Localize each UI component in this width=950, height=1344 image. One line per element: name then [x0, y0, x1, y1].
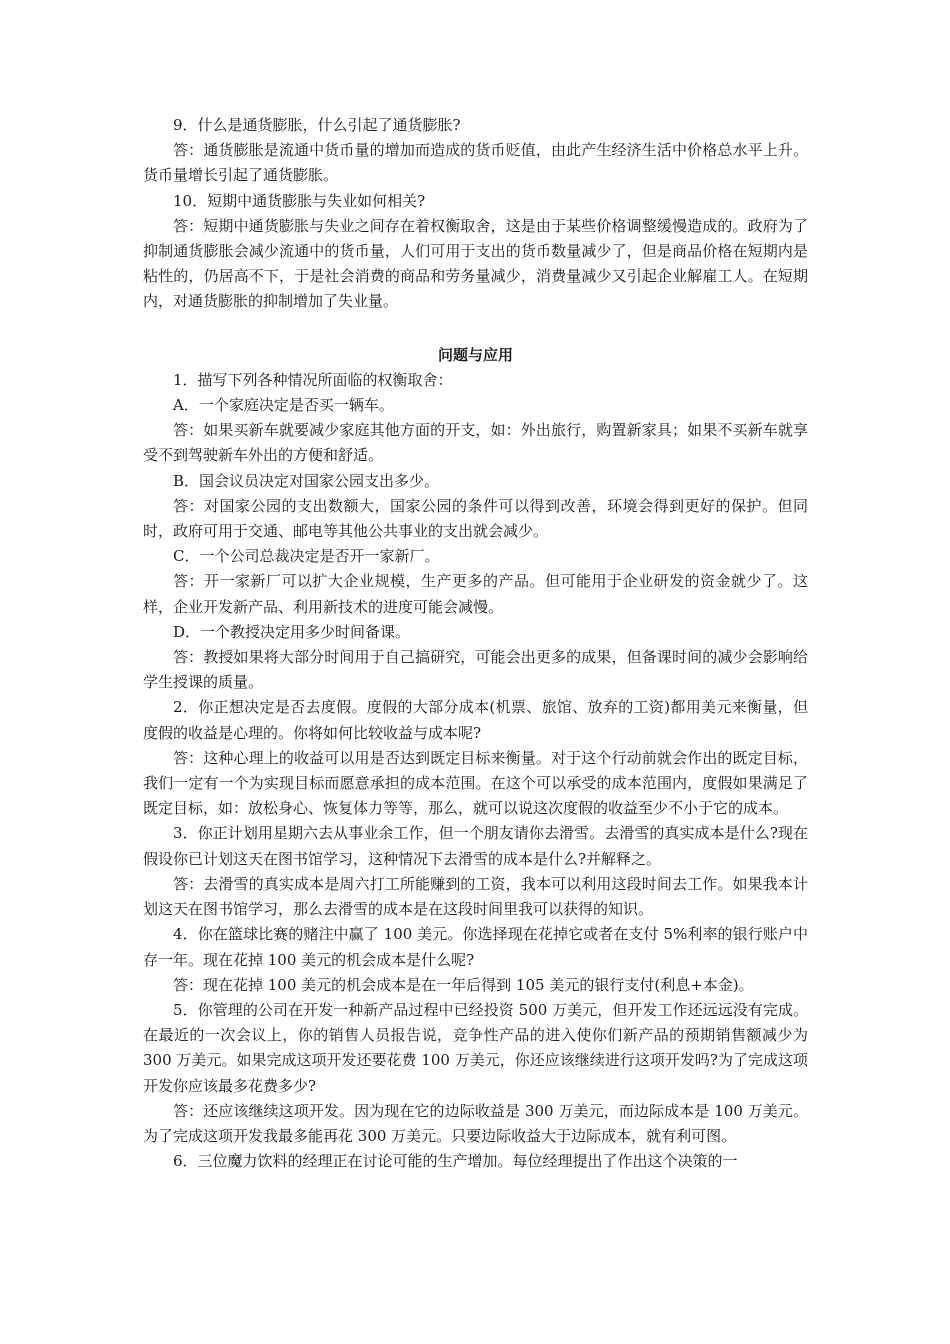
section-spacer [143, 315, 808, 343]
answer-1a: 答：如果买新车就要减少家庭其他方面的开支，如：外出旅行，购置新家具；如果不买新车就享受不到驾驶新车外出的方便和舒适。 [143, 421, 808, 465]
document-page [143, 113, 808, 1174]
problem-1: 1．描写下列各种情况所面临的权衡取舍： [173, 370, 453, 389]
answer-9: 答：通货膨胀是流通中货币量的增加而造成的货币贬值，由此产生经济生活中价格总水平上升。货币量增长引起了通货膨胀。 [143, 141, 808, 185]
problem-6: 6．三位魔力饮料的经理正在讨论可能的生产增加。每位经理提出了作出这个决策的一 [173, 1152, 738, 1171]
problem-1a: A．一个家庭决定是否买一辆车。 [173, 396, 394, 415]
answer-2: 答：这种心理上的收益可以用是否达到既定目标来衡量。对于这个行动前就会作出的既定目标，我们一定有一个为实现目标而愿意承担的成本范围。在这个可以承受的成本范围内，度假如果满足了既定目标，如：放松身心、恢复体力等等，那么，就可以说这次度假的收益至少不小于它的成本。 [143, 748, 808, 818]
answer-5: 答：还应该继续这项开发。因为现在它的边际收益是 300 万美元，而边际成本是 100 万美元。为了完成这项开发我最多能再花 300 万美元。只要边际收益大于边际成本，就有利可图。 [143, 1101, 808, 1145]
answer-10: 答：短期中通货膨胀与失业之间存在着权衡取舍，这是由于某些价格调整缓慢造成的。政府为了抑制通货膨胀会减少流通中的货币量，人们可用于支出的货币数量减少了，但是商品价格在短期内是粘性的，仍居高不下，于是社会消费的商品和劳务量减少，消费量减少又引起企业解雇工人。在短期内，对通货膨胀的抑制增加了失业量。 [143, 216, 808, 311]
section-heading: 问题与应用 [437, 345, 513, 364]
answer-1b: 答：对国家公园的支出数额大，国家公园的条件可以得到改善，环境会得到更好的保护。但同时，政府可用于交通、邮电等其他公共事业的支出就会减少。 [143, 496, 808, 541]
problem-1c: C．一个公司总裁决定是否开一家新厂。 [173, 547, 440, 566]
problem-1d: D．一个教授决定用多少时间备课。 [173, 622, 411, 641]
problem-2: 2．你正想决定是否去度假。度假的大部分成本(机票、旅馆、放弃的工资)都用美元来衡量，但度假的收益是心理的。你将如何比较收益与成本呢? [143, 698, 808, 742]
answer-3: 答：去滑雪的真实成本是周六打工所能赚到的工资，我本可以利用这段时间去工作。如果我本计划这天在图书馆学习，那么去滑雪的成本是在这段时间里我可以获得的知识。 [143, 874, 808, 919]
question-10: 10．短期中通货膨胀与失业如何相关? [173, 191, 426, 210]
problem-1b: B．国会议员决定对国家公园支出多少。 [173, 471, 440, 490]
problem-4: 4．你在篮球比赛的赌注中赢了 100 美元。你选择现在花掉它或者在支付 5%利率的银行账户中存一年。现在花掉 100 美元的机会成本是什么呢? [143, 925, 808, 969]
answer-1d: 答：教授如果将大部分时间用于自己搞研究，可能会出更多的成果，但备课时间的减少会影响给学生授课的质量。 [143, 648, 808, 692]
qa-section-problems [143, 368, 808, 1175]
problem-5: 5．你管理的公司在开发一种新产品过程中已经投资 500 万美元，但开发工作还远远没有完成。在最近的一次会议上，你的销售人员报告说，竞争性产品的进入使你们新产品的预期销售额减少为 300 万美元。如果完成这项开发还要花费 100 万美元，你还应该继续进行这项开发吗?为了完成这项开发你应该最多花费多少? [143, 1000, 808, 1095]
problem-3: 3．你正计划用星期六去从事业余工作，但一个朋友请你去滑雪。去滑雪的真实成本是什么?现在假设你已计划这天在图书馆学习，这种情况下去滑雪的成本是什么?并解释之。 [143, 824, 808, 868]
qa-section-review [143, 113, 808, 315]
question-9: 9．什么是通货膨胀，什么引起了通货膨胀? [173, 116, 461, 134]
answer-4: 答：现在花掉 100 美元的机会成本是在一年后得到 105 美元的银行支付(利息+本金)。 [173, 975, 754, 994]
answer-1c: 答：开一家新厂可以扩大企业规模，生产更多的产品。但可能用于企业研发的资金就少了。这样，企业开发新产品、利用新技术的进度可能会减慢。 [143, 572, 808, 616]
